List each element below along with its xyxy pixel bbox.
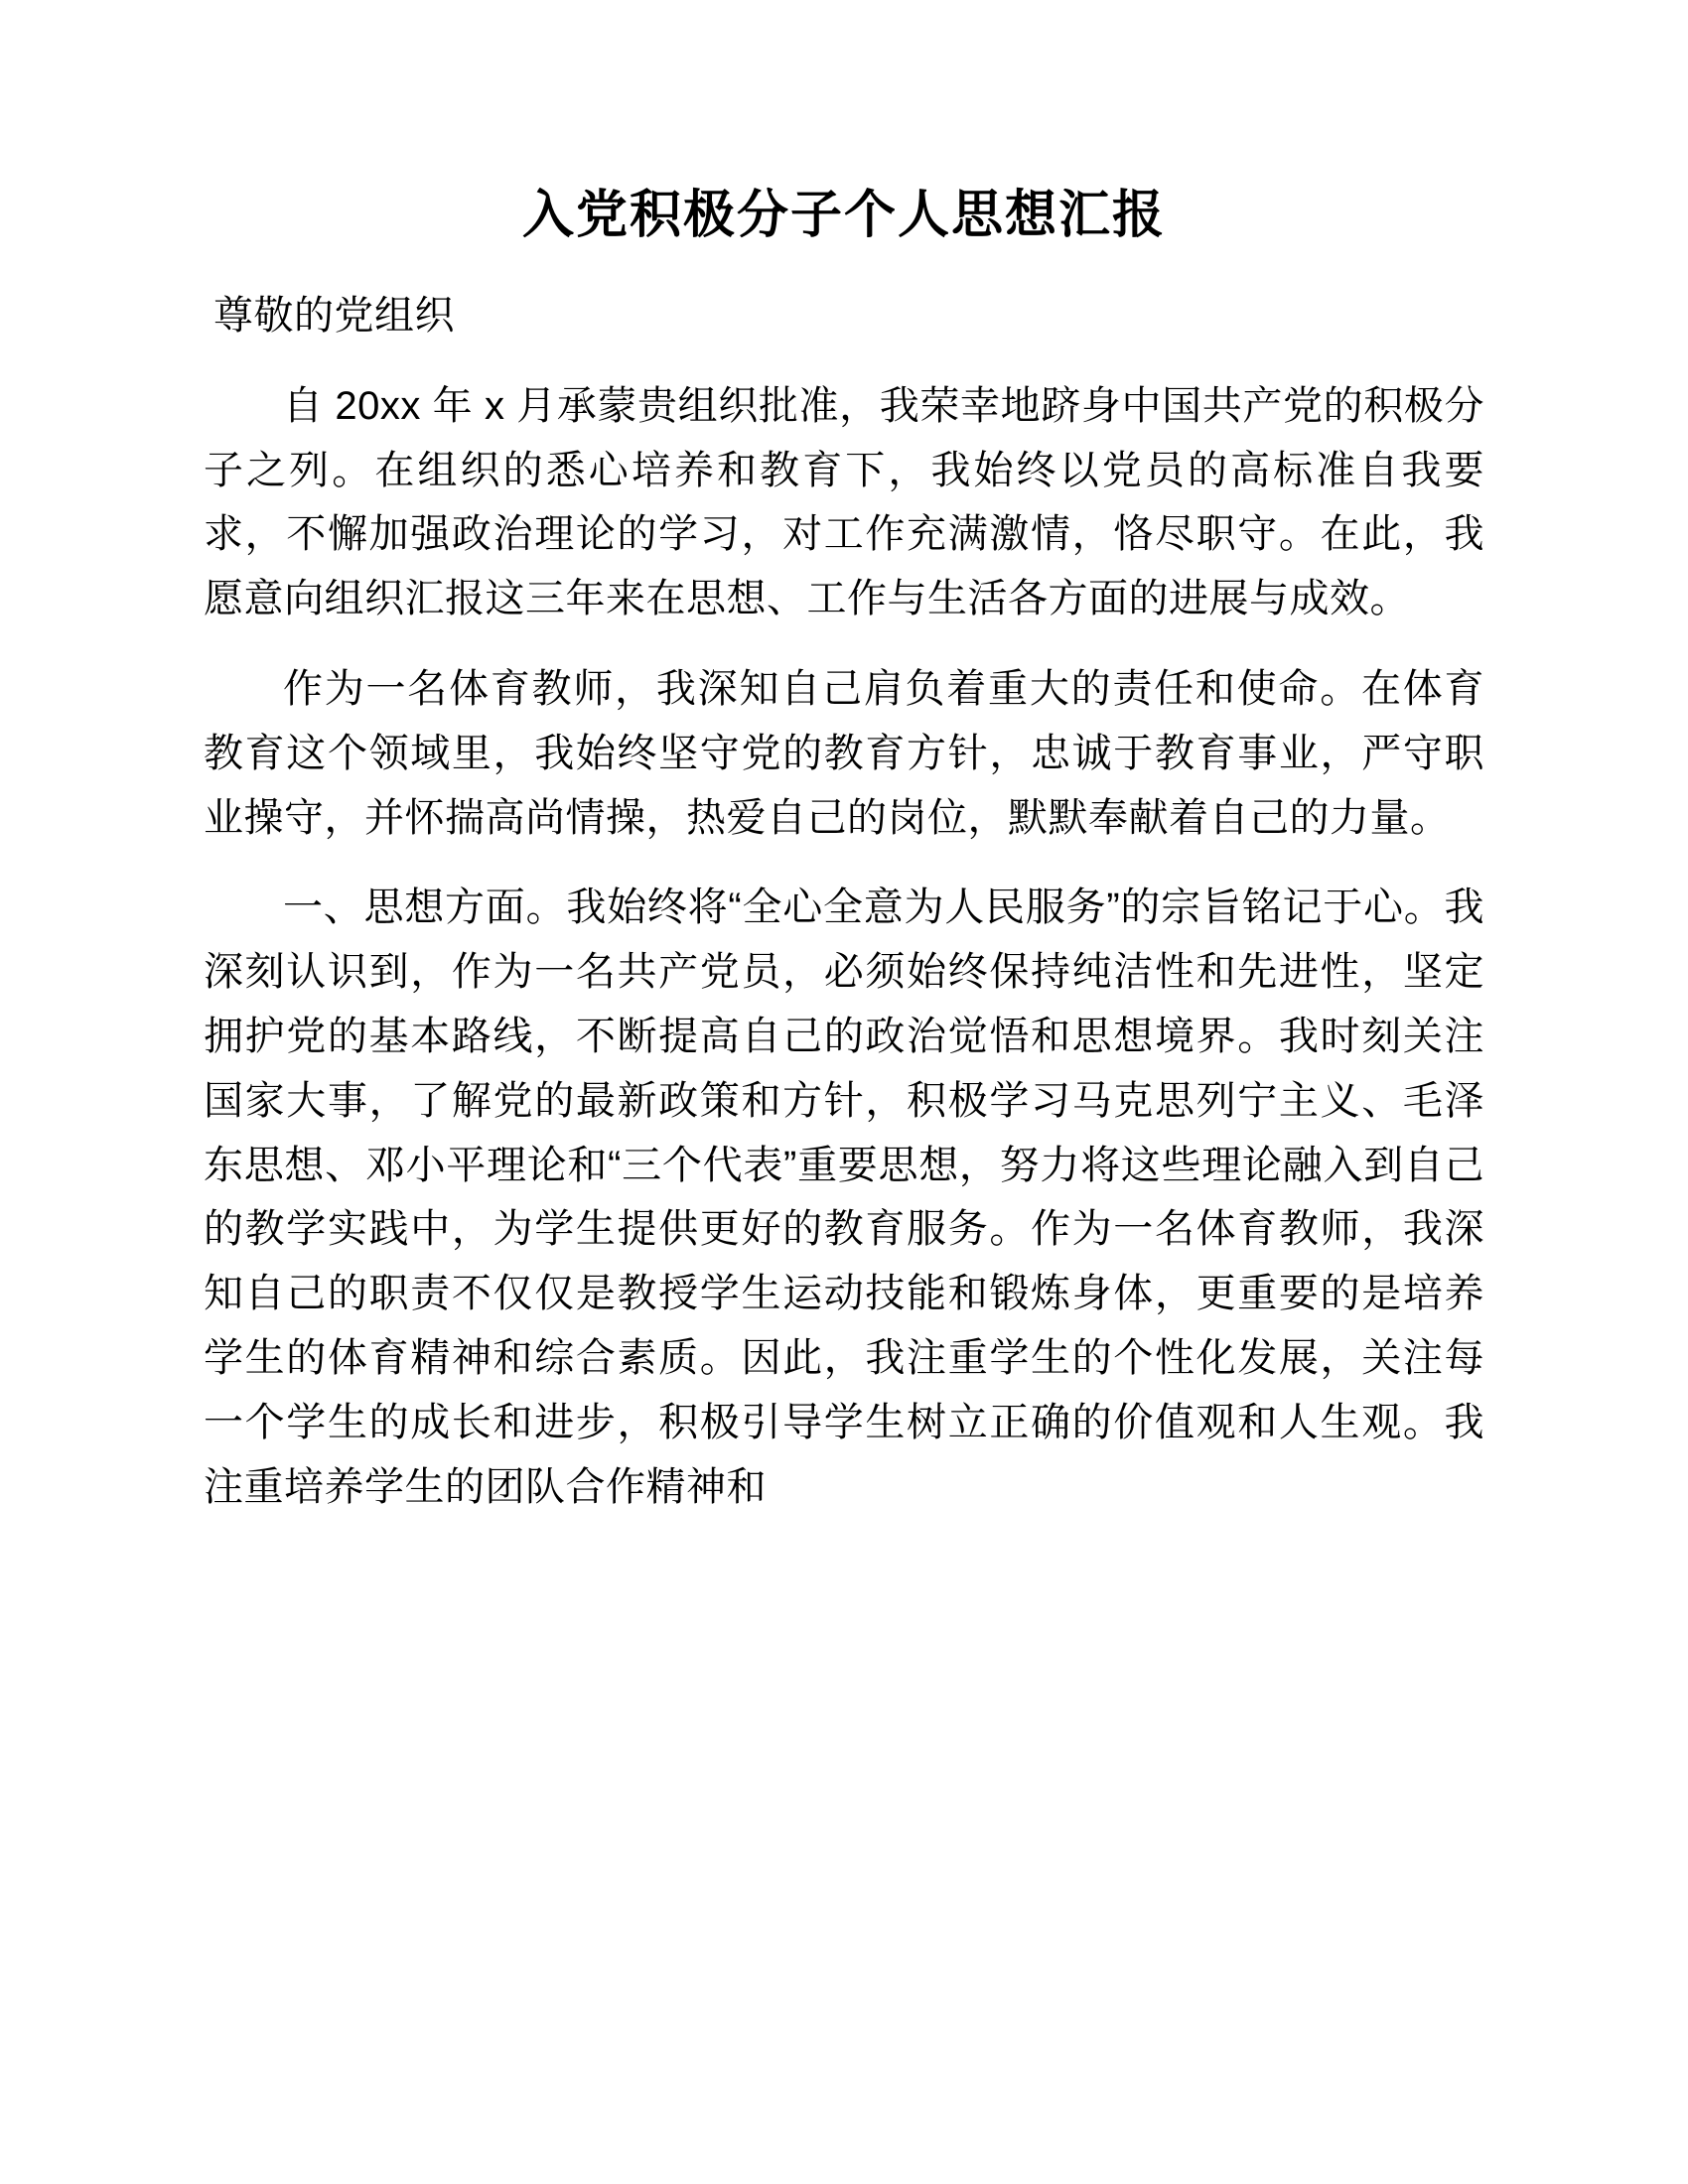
body-paragraph-2: 作为一名体育教师，我深知自己肩负着重大的责任和使命。在体育教育这个领域里，我始终坚守党的教育方针，忠诚于教育事业，严守职业操守，并怀揣高尚情操，热爱自己的岗位，默默奉献着自己的力量。: [204, 666, 1484, 840]
salutation-line: 尊敬的党组织: [213, 294, 455, 338]
body-paragraph-3: 一、思想方面。我始终将“全心全意为人民服务”的宗旨铭记于心。我深刻认识到，作为一名共产党员，必须始终保持纯洁性和先进性，坚定拥护党的基本路线，不断提高自己的政治觉悟和思想境界。我时刻关注国家大事，了解党的最新政策和方针，积极学习马克思列宁主义、毛泽东思想、邓小平理论和“三个代表”重要思想，努力将这些理论融入到自己的教学实践中，为学生提供更好的教育服务。作为一名体育教师，我深知自己的职责不仅仅是教授学生运动技能和锻炼身体，更重要的是培养学生的体育精神和综合素质。因此，我注重学生的个性化发展，关注每一个学生的成长和进步，积极引导学生树立正确的价值观和人生观。我注重培养学生的团队合作精神和: [204, 886, 1484, 1509]
body-paragraph-1: 自 20xx 年 x 月承蒙贵组织批准，我荣幸地跻身中国共产党的积极分子之列。在组织的悉心培养和教育下，我始终以党员的高标准自我要求，不懈加强政治理论的学习，对工作充满激情，恪尽职守。在此，我愿意向组织汇报这三年来在思想、工作与生活各方面的进展与成效。: [204, 383, 1484, 621]
page-title: 入党积极分子个人思想汇报: [521, 187, 1166, 244]
